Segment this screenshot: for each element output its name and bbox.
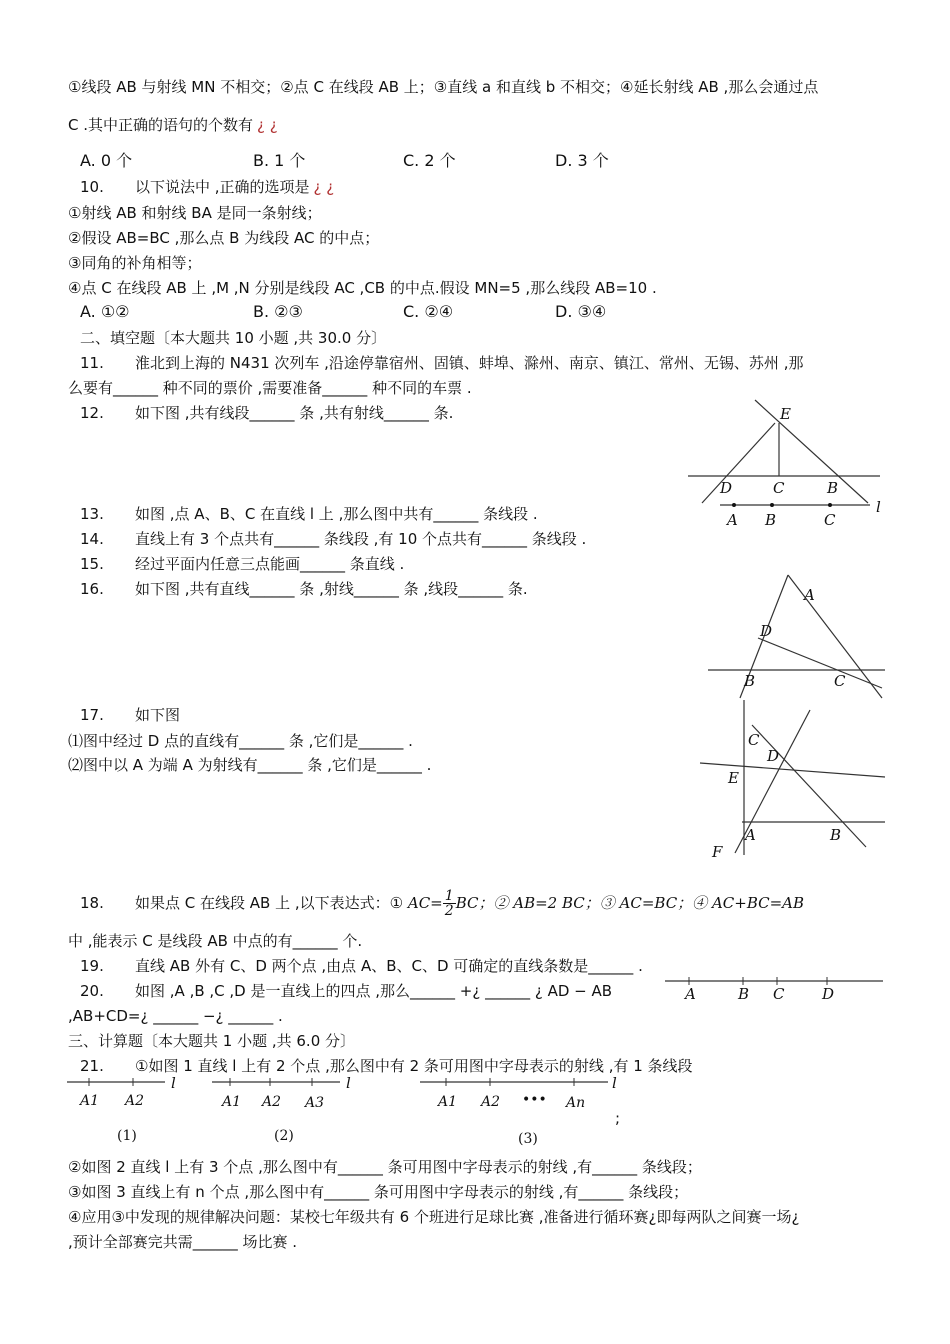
fig21-1-line-label: l [171,1074,176,1092]
q9-option-d: D. 3 个 [555,151,609,170]
q9-line1: ①线段 AB 与射线 MN 不相交；②点 C 在线段 AB 上；③直线 a 和直线 b 不相交；④延长射线 AB ,那么会通过点 [68,78,819,96]
q12-text: 如下图 ,共有线段______ 条 ,共有射线______ 条. [135,404,454,422]
q20-line2: ,AB+CD=¿ ______ −¿ ______ . [68,1007,283,1025]
q13-number: 13. [80,505,104,523]
q18-number: 18. [80,894,104,912]
q9-option-b: B. 1 个 [253,151,306,170]
q14-text: 直线上有 3 个点共有______ 条线段 ,有 10 个点共有______ 条线段 . [135,530,587,548]
fig20-label-c: C [773,985,785,1003]
q10-number: 10. [80,178,104,196]
q16-number: 16. [80,580,104,598]
q18-fraction: $\frac{1}{2}$ [444,888,454,919]
q12-number: 12. [80,404,104,422]
q10-item-1: ①射线 AB 和射线 BA 是同一条射线； [68,204,322,222]
fig17-label-a: A [745,826,756,844]
q15-number: 15. [80,555,104,573]
fig12-label-d: D [720,479,733,497]
fig21-1-caption: (1) [117,1128,137,1144]
fig21-3-label-an: An [566,1095,586,1111]
q17-number: 17. [80,706,104,724]
q18-rest: ；② AB=2 BC；③ AC=BC；④ AC+BC=AB [478,894,805,912]
fig13-label-b: B [765,511,777,529]
q21-figure-2 [210,1074,370,1149]
q10-item-4: ④点 C 在线段 AB 上 ,M ,N 分别是线段 AC ,CB 的中点.假设 MN=5 ,那么线段 AB=10 . [68,279,657,297]
fig12-label-e: E [780,405,791,423]
q10-item-3: ③同角的补角相等； [68,254,202,272]
q18-line1: 如果点 C 在线段 AB 上 ,以下表达式：① AC= $\frac{1}{2}$ BC；② AB=2 BC；③ AC=BC；④ AC+BC=AB [135,888,805,919]
q16-figure [700,570,895,705]
fig16-label-c: C [834,672,846,690]
fig21-2-label-a1: A1 [222,1094,242,1110]
q19-text: 直线 AB 外有 C、D 两个点 ,由点 A、B、C、D 可确定的直线条数是______ . [135,957,643,975]
fig21-2-label-a3: A3 [305,1095,325,1111]
q21-line3: ③如图 3 直线上有 n 个点 ,那么图中有______ 条可用图中字母表示的射线 ,有______ 条线段； [68,1183,689,1201]
fig13-label-c: C [824,511,836,529]
fig17-label-f: F [712,843,723,861]
q20-number: 20. [80,982,104,1000]
fig21-1-label-a2: A2 [125,1093,145,1109]
fig21-2-caption: (2) [274,1128,294,1144]
fig20-label-b: B [738,985,750,1003]
q21-number: 21. [80,1057,104,1075]
q10-item-2: ②假设 AB=BC ,那么点 B 为线段 AC 的中点； [68,229,380,247]
fig20-label-d: D [822,985,835,1003]
fig17-label-b: B [830,826,842,844]
fig17-label-d: D [767,747,780,765]
q16-text: 如下图 ,共有直线______ 条 ,射线______ 条 ,线段______ 条. [135,580,528,598]
q21-line5: ,预计全部赛完共需______ 场比赛 . [68,1233,298,1251]
q18-expr-ac: AC= [407,894,443,912]
q17-text: 如下图 [135,706,181,724]
fig16-label-a: A [804,586,815,604]
q21-line1: ①如图 1 直线 l 上有 2 个点 ,那么图中有 2 条可用图中字母表示的射线 ,有 1 条线段 [135,1057,693,1075]
q9-option-c: C. 2 个 [403,151,456,170]
fig17-label-e: E [728,769,739,787]
q14-number: 14. [80,530,104,548]
fig21-3-caption: (3) [518,1131,538,1147]
fig21-1-label-a1: A1 [80,1093,100,1109]
fig20-label-a: A [685,985,696,1003]
q21-figure-3 [418,1074,621,1154]
q10-option-c: C. ②④ [403,302,454,321]
q9-mark: ¿ ¿ [257,116,278,134]
fig21-2-label-a2: A2 [262,1094,282,1110]
q21-line4: ④应用③中发现的规律解决问题：某校七年级共有 6 个班进行足球比赛 ,准备进行循环赛¿即每两队之间赛一场¿ [68,1208,800,1226]
fig12-label-c: C [773,479,785,497]
q17-figure [690,695,890,865]
q15-text: 经过平面内任意三点能画______ 条直线 . [135,555,405,573]
q10-option-d: D. ③④ [555,302,607,321]
q21-line2: ②如图 2 直线 l 上有 3 个点 ,那么图中有______ 条可用图中字母表示的射线 ,有______ 条线段； [68,1158,702,1176]
fig21-3-label-a1: A1 [438,1094,458,1110]
q11-line2: 么要有______ 种不同的票价 ,需要准备______ 种不同的车票 . [68,379,472,397]
q12-figure [680,395,890,505]
q9-line2: C .其中正确的语句的个数有 ¿ ¿ [68,116,278,134]
fig16-label-d: D [760,622,773,640]
fig16-label-b: B [744,672,756,690]
q17-sub1: ⑴图中经过 D 点的直线有______ 条 ,它们是______ . [68,732,413,750]
section-calc-title: 三、计算题〔本大题共 1 小题 ,共 6.0 分〕 [68,1032,356,1050]
q10-mark: ¿ ¿ [313,178,335,196]
q10-option-b: B. ②③ [253,302,303,321]
fig17-label-c: C [748,731,760,749]
fig21-3-line-label: l [612,1074,617,1092]
fig12-label-b: B [827,479,839,497]
q11-number: 11. [80,354,104,372]
q11-line1: 淮北到上海的 N431 次列车 ,沿途停靠宿州、固镇、蚌埠、滁州、南京、镇江、常州、无锡、苏州 ,那 [135,354,804,372]
q10-option-a: A. ①② [80,302,130,321]
fig21-2-line-label: l [346,1074,351,1092]
q20-line1: 如图 ,A ,B ,C ,D 是一直线上的四点 ,那么______ +¿ ______ ¿ AD − AB [135,982,613,1000]
fig13-label-a: A [727,511,738,529]
q19-number: 19. [80,957,104,975]
q18-expr-bc: BC [455,894,479,912]
q10-stem: 以下说法中 ,正确的选项是 ¿ ¿ [135,178,335,196]
q18-line2: 中 ,能表示 C 是线段 AB 中点的有______ 个. [68,932,363,950]
q17-sub2: ⑵图中以 A 为端 A 为射线有______ 条 ,它们是______ . [68,756,432,774]
q9-option-a: A. 0 个 [80,151,133,170]
fig21-3-label-a2: A2 [481,1094,501,1110]
q21-figure-1 [65,1074,195,1149]
q13-text: 如图 ,点 A、B、C 在直线 l 上 ,那么图中共有______ 条线段 . [135,505,538,523]
q20-figure [665,975,885,1005]
section-fill-in-title: 二、填空题〔本大题共 10 小题 ,共 30.0 分〕 [80,329,387,347]
q21-semicolon: ; [615,1109,621,1127]
fig13-label-l: l [876,498,881,516]
q13-figure [710,495,900,535]
fig21-3-dots: ••• [522,1092,547,1108]
